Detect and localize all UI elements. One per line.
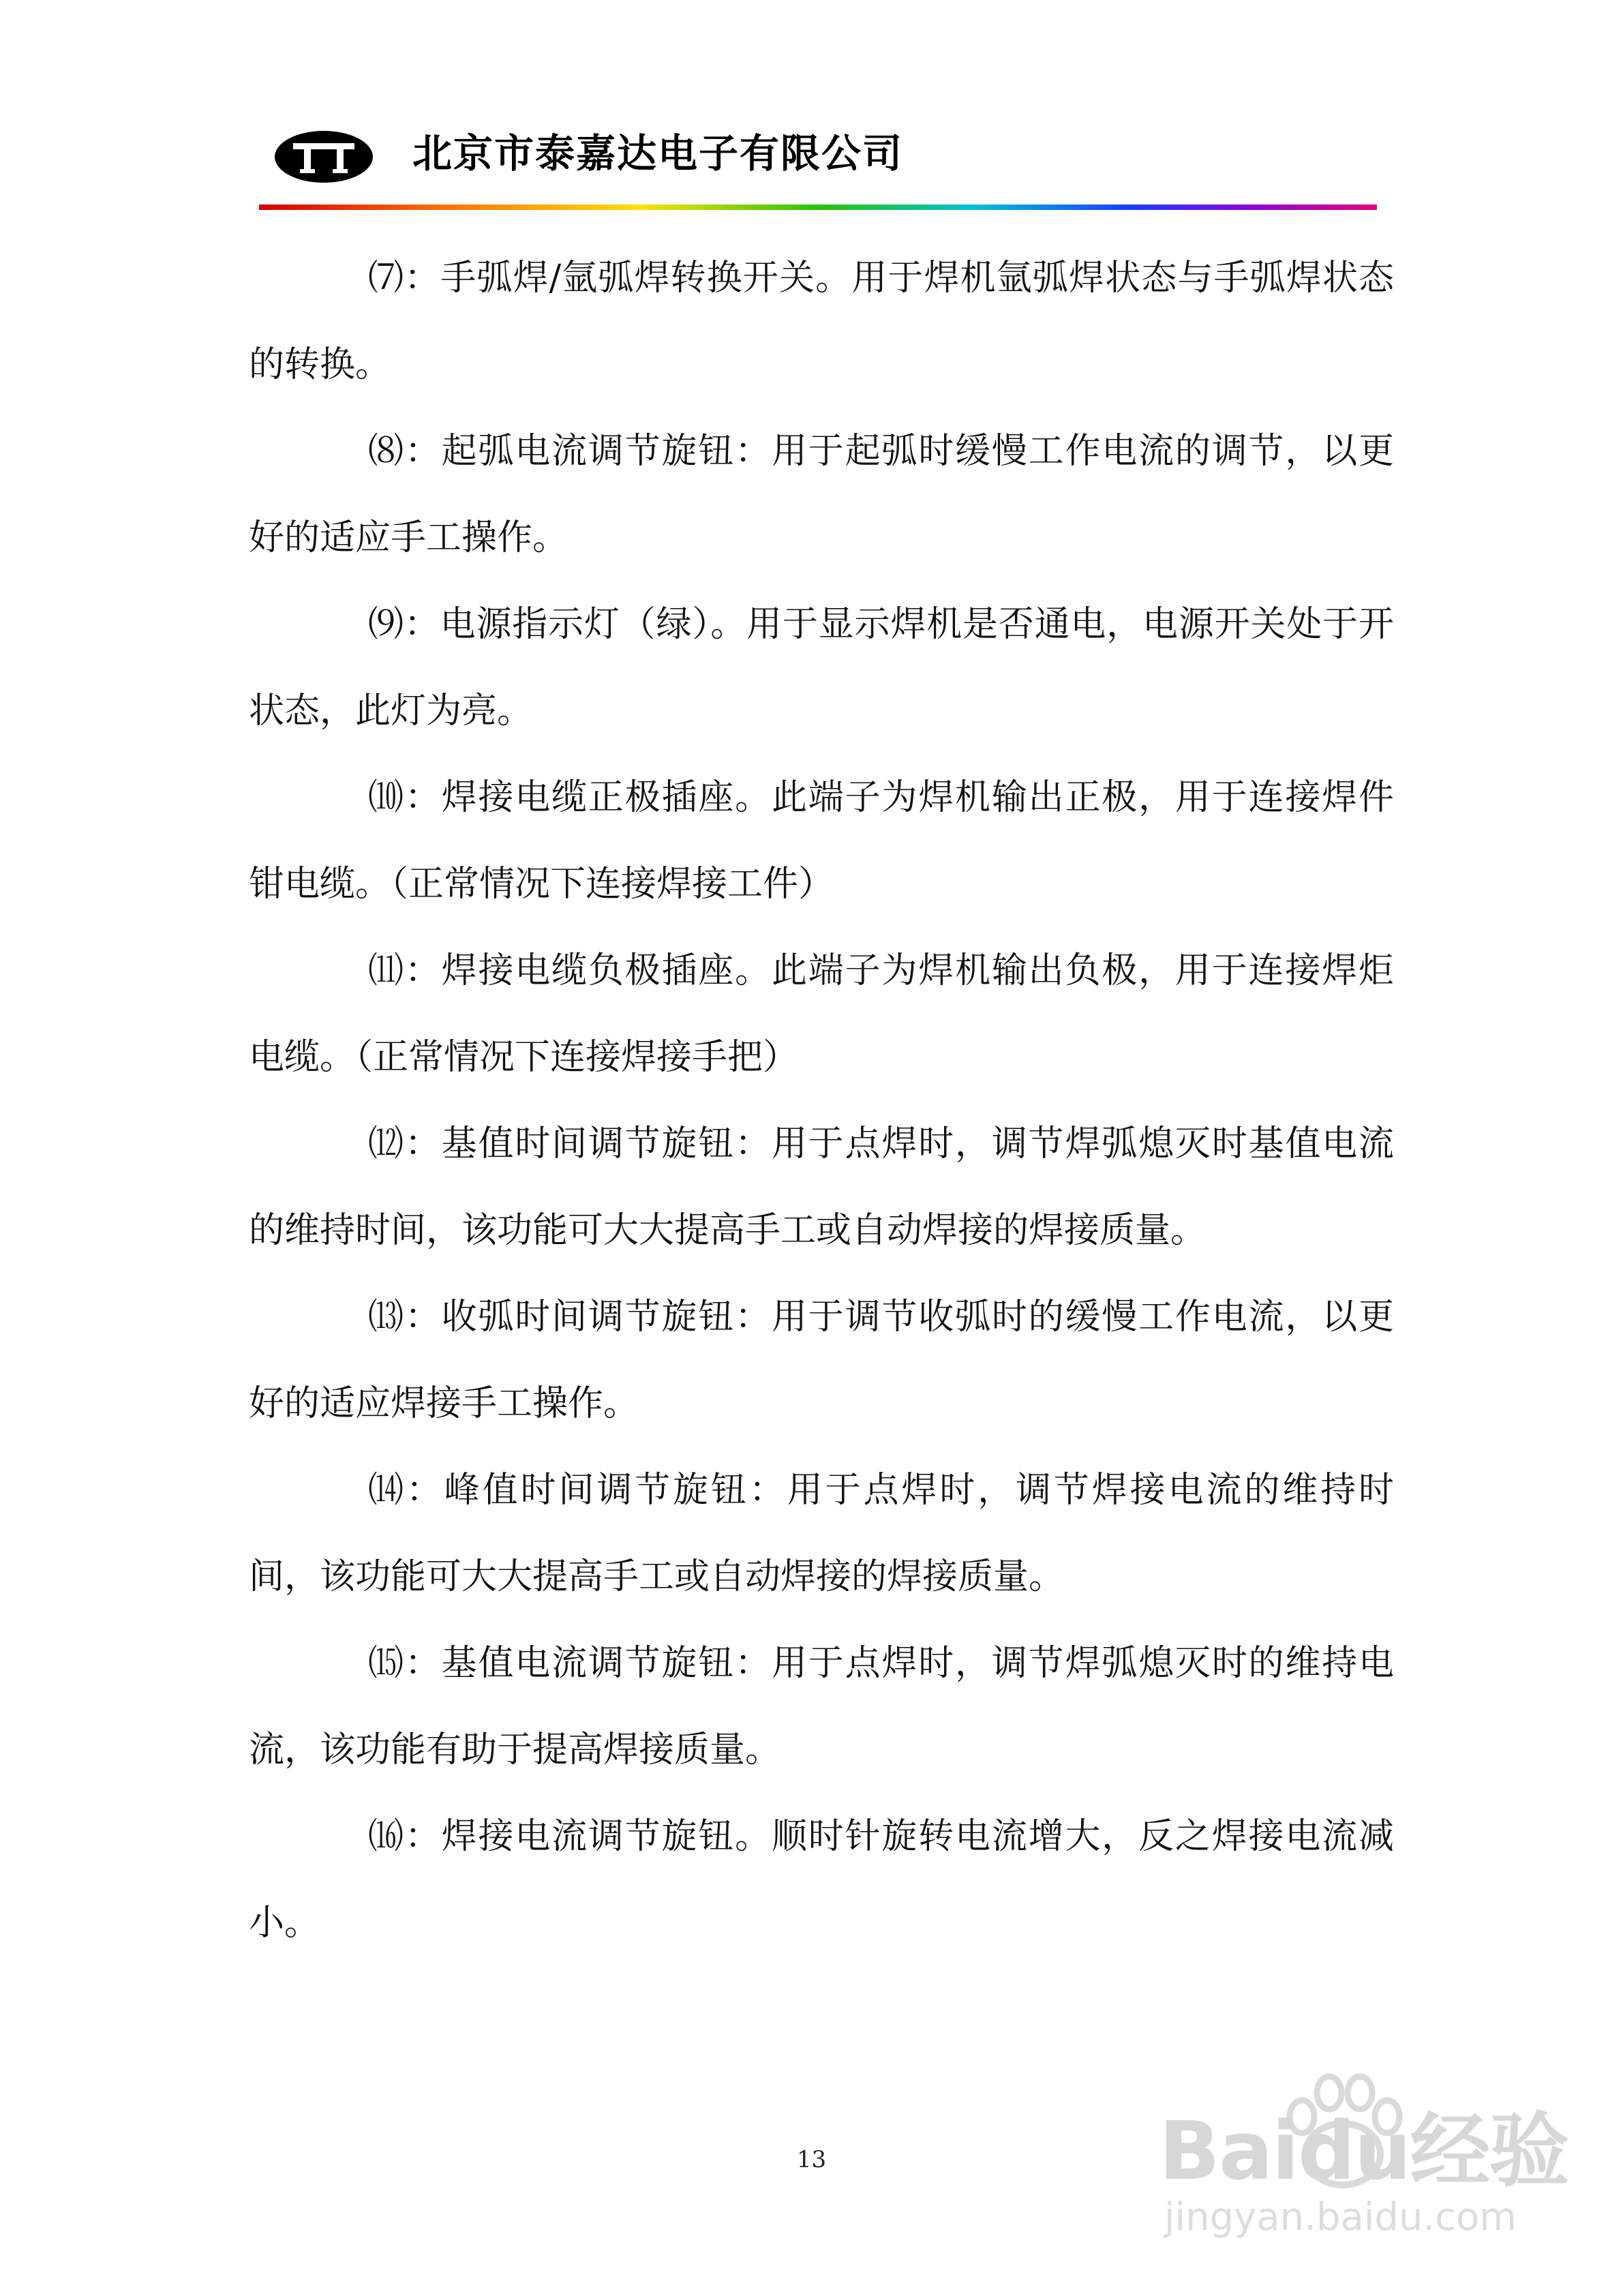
- body-text: [249, 235, 1394, 1967]
- company-logo-icon: [273, 130, 375, 184]
- page-header: [259, 102, 1377, 211]
- paragraph-item-8: ⑻：起弧电流调节旋钮：用于起弧时缓慢工作电流的调节，以更好的适应手工操作。: [249, 431, 1394, 558]
- paragraph-item-15: ⒂：基值电流调节旋钮：用于点焊时，调节焊弧熄灭时的维持电流，该功能有助于提高焊接质量。: [249, 1643, 1394, 1770]
- header-rainbow-rule: [259, 205, 1377, 210]
- paragraph-item-9: ⑼：电源指示灯（绿）。用于显示焊机是否通电，电源开关处于开状态，此灯为亮。: [249, 604, 1394, 731]
- watermark-brand: Baidu经验: [1159, 2104, 1568, 2198]
- paragraph-item-16: ⒃：焊接电流调节旋钮。顺时针旋转电流增大，反之焊接电流减小。: [249, 1816, 1394, 1944]
- page-number: 13: [796, 2146, 827, 2173]
- company-name: 北京市泰嘉达电子有限公司: [412, 130, 904, 177]
- watermark-url: jingyan.baidu.com: [1164, 2195, 1517, 2239]
- paragraph-item-12: ⑿：基值时间调节旋钮：用于点焊时，调节焊弧熄灭时基值电流的维持时间，该功能可大大提高手工或自动焊接的焊接质量。: [249, 1123, 1394, 1251]
- paragraph-item-13: ⒀：收弧时间调节旋钮：用于调节收弧时的缓慢工作电流，以更好的适应焊接手工操作。: [249, 1297, 1394, 1424]
- paragraph-item-10: ⑽：焊接电缆正极插座。此端子为焊机输出正极，用于连接焊件钳电缆。（正常情况下连接焊接工件）: [249, 777, 1394, 905]
- baidu-watermark: [1159, 2072, 1568, 2256]
- paragraph-item-14: ⒁：峰值时间调节旋钮：用于点焊时，调节焊接电流的维持时间，该功能可大大提高手工或自动焊接的焊接质量。: [249, 1470, 1394, 1597]
- paragraph-item-11: ⑾：焊接电缆负极插座。此端子为焊机输出负极，用于连接焊炬电缆。（正常情况下连接焊接手把）: [249, 950, 1394, 1078]
- paragraph-item-7: ⑺：手弧焊/氩弧焊转换开关。用于焊机氩弧焊状态与手弧焊状态的转换。: [249, 258, 1394, 385]
